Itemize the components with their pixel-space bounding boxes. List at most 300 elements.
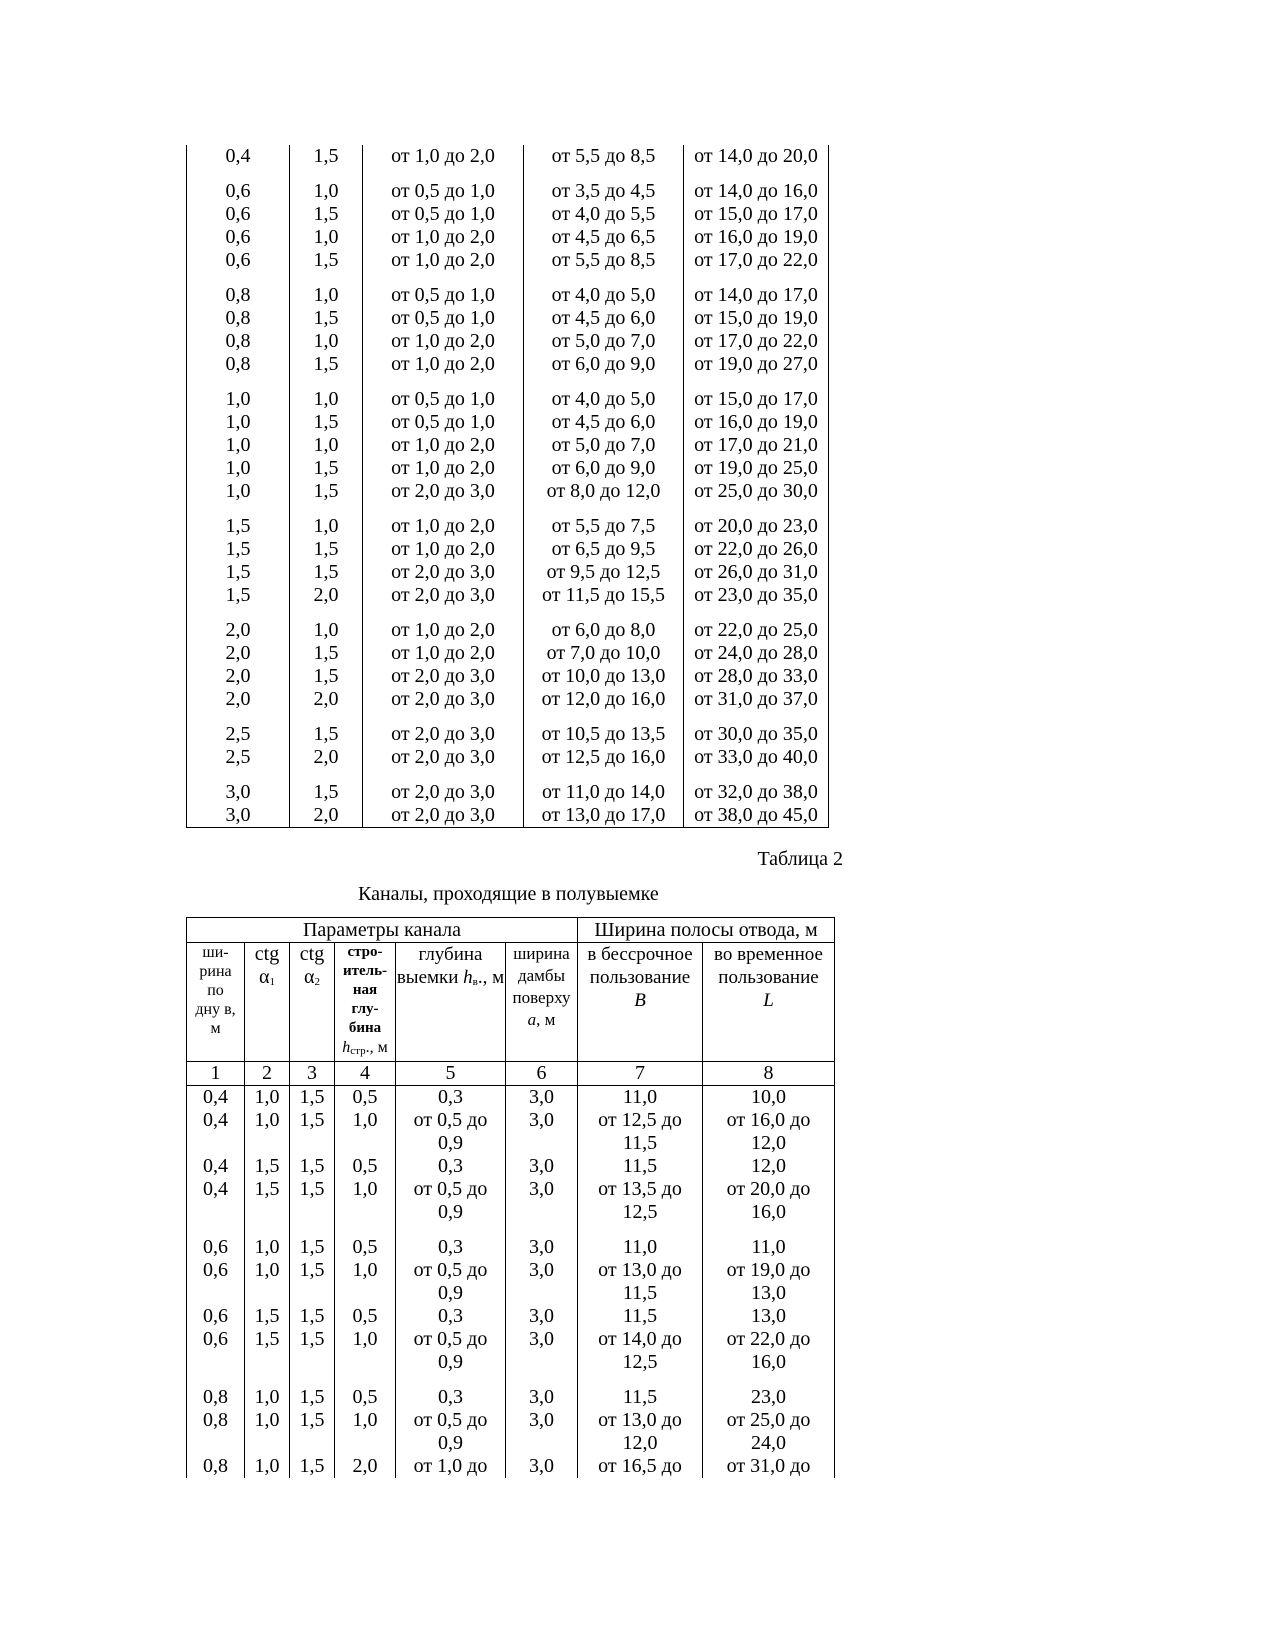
- table-row: [187, 1178, 835, 1224]
- table-cell: 1,0: [290, 180, 363, 203]
- table-cell: 11,5: [578, 1305, 703, 1328]
- table-cell: 13,0: [703, 1305, 835, 1328]
- header-cut-depth: глубина выемки hв., м: [396, 943, 506, 1062]
- table-row: [187, 665, 829, 688]
- spacer-cell: [684, 168, 829, 180]
- table-cell: 0,3: [396, 1386, 506, 1409]
- table-cell: 0,4: [187, 145, 290, 168]
- table-cell: 1,5: [290, 1305, 335, 1328]
- table-cell: 2,0: [290, 804, 363, 828]
- spacer-cell: [363, 272, 524, 284]
- table-cell: от 16,0 до 12,0: [703, 1109, 835, 1155]
- spacer-cell: [506, 1374, 578, 1386]
- column-number: 4: [335, 1062, 396, 1086]
- table-cell: от 6,0 до 9,0: [524, 457, 684, 480]
- table-cell: 1,0: [245, 1455, 290, 1478]
- group-spacer: [187, 503, 829, 515]
- header-construction-depth: стро- итель- ная глу- бина hстр., м: [335, 943, 396, 1062]
- table-row: [187, 642, 829, 665]
- spacer-cell: [290, 1224, 335, 1236]
- table-row: [187, 180, 829, 203]
- table-cell: от 19,0 до 13,0: [703, 1259, 835, 1305]
- table-cell: от 14,0 до 20,0: [684, 145, 829, 168]
- spacer-cell: [290, 607, 363, 619]
- table-cell: от 17,0 до 22,0: [684, 330, 829, 353]
- table-cell: от 1,0 до 2,0: [363, 145, 524, 168]
- spacer-cell: [524, 769, 684, 781]
- table-cell: 1,0: [187, 457, 290, 480]
- spacer-cell: [396, 1374, 506, 1386]
- table-cell: 1,5: [290, 642, 363, 665]
- table-cell: от 2,0 до 3,0: [363, 723, 524, 746]
- table-cell: 1,0: [187, 480, 290, 503]
- table-row: [187, 1409, 835, 1455]
- spacer-cell: [335, 1374, 396, 1386]
- table-cell: 11,0: [578, 1236, 703, 1259]
- spacer-cell: [524, 376, 684, 388]
- header-temporary-use: во временное пользование L: [703, 943, 835, 1062]
- table-cell: от 15,0 до 17,0: [684, 203, 829, 226]
- table-cell: 1,0: [335, 1259, 396, 1305]
- table-cell: от 13,0 до 11,5: [578, 1259, 703, 1305]
- table-cell: 1,5: [290, 1455, 335, 1478]
- table-row: [187, 411, 829, 434]
- table-cell: 1,5: [290, 480, 363, 503]
- table-row: [187, 1455, 835, 1478]
- spacer-cell: [187, 503, 290, 515]
- table-cell: от 33,0 до 40,0: [684, 746, 829, 769]
- spacer-cell: [363, 711, 524, 723]
- table-cell: от 0,5 до 1,0: [363, 307, 524, 330]
- table-cell: от 0,5 до 0,9: [396, 1328, 506, 1374]
- table-cell: от 0,5 до 0,9: [396, 1178, 506, 1224]
- table-cell: от 0,5 до 1,0: [363, 411, 524, 434]
- table-row: [187, 145, 829, 168]
- table-cell: 1,5: [187, 538, 290, 561]
- header-ctg-alpha1: ctg α1: [245, 943, 290, 1062]
- table-cell: 3,0: [187, 781, 290, 804]
- spacer-cell: [506, 1224, 578, 1236]
- table-cell: 10,0: [703, 1086, 835, 1110]
- spacer-cell: [524, 503, 684, 515]
- table-row: [187, 804, 829, 828]
- table-cell: 0,5: [335, 1155, 396, 1178]
- table-cell: 0,6: [187, 226, 290, 249]
- table-row: [187, 619, 829, 642]
- table-row: [187, 515, 829, 538]
- table-cell: 0,5: [335, 1386, 396, 1409]
- spacer-cell: [363, 769, 524, 781]
- table-cell: 1,0: [335, 1409, 396, 1455]
- table-cell: от 5,5 до 7,5: [524, 515, 684, 538]
- table-cell: от 13,0 до 17,0: [524, 804, 684, 828]
- table-cell: 0,4: [187, 1086, 245, 1110]
- table-row: [187, 1155, 835, 1178]
- group-spacer: [187, 607, 829, 619]
- table-cell: от 5,0 до 7,0: [524, 434, 684, 457]
- table-cell: 1,0: [245, 1086, 290, 1110]
- table-cell: 3,0: [506, 1155, 578, 1178]
- table-row: [187, 307, 829, 330]
- table-cell: 2,5: [187, 746, 290, 769]
- spacer-cell: [290, 711, 363, 723]
- table-cell: от 16,0 до 19,0: [684, 226, 829, 249]
- table-cell: 3,0: [506, 1409, 578, 1455]
- table-row: [187, 1236, 835, 1259]
- spacer-cell: [684, 272, 829, 284]
- table-cell: от 25,0 до 30,0: [684, 480, 829, 503]
- table-cell: от 31,0 до 37,0: [684, 688, 829, 711]
- table-cell: 3,0: [506, 1305, 578, 1328]
- spacer-cell: [396, 1224, 506, 1236]
- spacer-cell: [290, 503, 363, 515]
- table-cell: от 19,0 до 27,0: [684, 353, 829, 376]
- spacer-cell: [363, 376, 524, 388]
- group-spacer: [187, 168, 829, 180]
- table-cell: от 22,0 до 26,0: [684, 538, 829, 561]
- table-cell: от 0,5 до 1,0: [363, 388, 524, 411]
- table-cell: от 2,0 до 3,0: [363, 688, 524, 711]
- spacer-cell: [363, 503, 524, 515]
- table-cell: 3,0: [506, 1328, 578, 1374]
- spacer-cell: [335, 1224, 396, 1236]
- table-cell: 0,6: [187, 1259, 245, 1305]
- spacer-cell: [187, 1374, 245, 1386]
- table-cell: от 1,0 до 2,0: [363, 515, 524, 538]
- table-cell: 1,0: [187, 411, 290, 434]
- table-cell: от 4,5 до 6,5: [524, 226, 684, 249]
- table-cell: 0,3: [396, 1086, 506, 1110]
- table-cell: 1,0: [245, 1409, 290, 1455]
- table-cell: 0,6: [187, 249, 290, 272]
- table-cell: от 17,0 до 22,0: [684, 249, 829, 272]
- table-cell: 1,5: [290, 1259, 335, 1305]
- table-cell: 2,0: [335, 1455, 396, 1478]
- spacer-cell: [187, 769, 290, 781]
- table-cell: от 13,0 до 12,0: [578, 1409, 703, 1455]
- table-cell: 1,5: [245, 1305, 290, 1328]
- table-cell: от 26,0 до 31,0: [684, 561, 829, 584]
- table-cell: 0,6: [187, 203, 290, 226]
- column-number: 1: [187, 1062, 245, 1086]
- table-cell: от 8,0 до 12,0: [524, 480, 684, 503]
- table-cell: 2,0: [290, 584, 363, 607]
- table-row: [187, 1109, 835, 1155]
- header-bottom-width: ши- рина по дну в, м: [187, 943, 245, 1062]
- table-cell: от 0,5 до 0,9: [396, 1109, 506, 1155]
- table-cell: 1,5: [290, 665, 363, 688]
- table-cell: 0,5: [335, 1236, 396, 1259]
- table-cell: 11,0: [578, 1086, 703, 1110]
- table-cell: от 1,0 до 2,0: [363, 434, 524, 457]
- table-cell: 2,0: [187, 619, 290, 642]
- table-cell: от 19,0 до 25,0: [684, 457, 829, 480]
- table-row: [187, 1328, 835, 1374]
- table-cell: 1,5: [290, 203, 363, 226]
- table-cell: 0,3: [396, 1305, 506, 1328]
- table-row: [187, 723, 829, 746]
- table-cell: 0,8: [187, 1455, 245, 1478]
- table-cell: от 2,0 до 3,0: [363, 584, 524, 607]
- group-spacer: [187, 1224, 835, 1236]
- column-number: 6: [506, 1062, 578, 1086]
- table-cell: 0,8: [187, 307, 290, 330]
- table-cell: 11,0: [703, 1236, 835, 1259]
- table-cell: от 1,0 до 2,0: [363, 353, 524, 376]
- spacer-cell: [524, 168, 684, 180]
- table-cell: от 0,5 до 1,0: [363, 203, 524, 226]
- spacer-cell: [703, 1224, 835, 1236]
- table-cell: 0,6: [187, 1236, 245, 1259]
- column-number: 7: [578, 1062, 703, 1086]
- table-cell: от 0,5 до 1,0: [363, 284, 524, 307]
- column-number: 5: [396, 1062, 506, 1086]
- table-row: [187, 1259, 835, 1305]
- table-cell: 1,5: [245, 1178, 290, 1224]
- spacer-cell: [578, 1374, 703, 1386]
- table-row: [187, 746, 829, 769]
- spacer-cell: [290, 1374, 335, 1386]
- table-cell: 1,5: [290, 1155, 335, 1178]
- table-cell: от 6,0 до 8,0: [524, 619, 684, 642]
- table-row: [187, 561, 829, 584]
- table-cell: 3,0: [506, 1455, 578, 1478]
- table-cell: 1,5: [290, 1328, 335, 1374]
- table-cell: от 2,0 до 3,0: [363, 804, 524, 828]
- group-header-params: Параметры канала: [187, 918, 578, 943]
- column-number: 8: [703, 1062, 835, 1086]
- table-row: [187, 480, 829, 503]
- spacer-cell: [524, 711, 684, 723]
- table-cell: 0,3: [396, 1236, 506, 1259]
- table-cell: 1,5: [290, 411, 363, 434]
- table-cell: от 20,0 до 23,0: [684, 515, 829, 538]
- spacer-cell: [290, 168, 363, 180]
- table-cell: от 17,0 до 21,0: [684, 434, 829, 457]
- table-cell: от 15,0 до 19,0: [684, 307, 829, 330]
- table-row: [187, 284, 829, 307]
- table-cell: 1,5: [290, 307, 363, 330]
- table-cell: 1,5: [245, 1155, 290, 1178]
- table-cell: 0,8: [187, 284, 290, 307]
- table-cell: от 16,5 до: [578, 1455, 703, 1478]
- table-row: [187, 538, 829, 561]
- table-cell: от 5,5 до 8,5: [524, 249, 684, 272]
- spacer-cell: [684, 607, 829, 619]
- table-cell: от 22,0 до 16,0: [703, 1328, 835, 1374]
- table-cell: 0,4: [187, 1155, 245, 1178]
- table-cell: от 1,0 до 2,0: [363, 249, 524, 272]
- table-cell: от 25,0 до 24,0: [703, 1409, 835, 1455]
- table-cell: от 2,0 до 3,0: [363, 480, 524, 503]
- table-cell: от 0,5 до 0,9: [396, 1259, 506, 1305]
- table-cell: от 30,0 до 35,0: [684, 723, 829, 746]
- table-cell: от 10,5 до 13,5: [524, 723, 684, 746]
- table-cell: от 14,0 до 17,0: [684, 284, 829, 307]
- canal-half-cut-table: [186, 917, 835, 1478]
- table-cell: 0,8: [187, 353, 290, 376]
- table-row: [187, 584, 829, 607]
- table-row: [187, 249, 829, 272]
- table-cell: 0,8: [187, 1409, 245, 1455]
- group-spacer: [187, 376, 829, 388]
- group-header-width: Ширина полосы отвода, м: [578, 918, 835, 943]
- table-cell: от 20,0 до 16,0: [703, 1178, 835, 1224]
- table-cell: от 16,0 до 19,0: [684, 411, 829, 434]
- table-cell: от 1,0 до 2,0: [363, 619, 524, 642]
- table-cell: от 11,0 до 14,0: [524, 781, 684, 804]
- spacer-cell: [245, 1224, 290, 1236]
- continued-table: [186, 145, 829, 828]
- table-cell: 1,5: [290, 538, 363, 561]
- spacer-cell: [187, 168, 290, 180]
- column-numbers-row: [187, 1062, 835, 1086]
- table-cell: 0,6: [187, 1328, 245, 1374]
- table-cell: 3,0: [506, 1386, 578, 1409]
- table-row: [187, 388, 829, 411]
- table-cell: от 31,0 до: [703, 1455, 835, 1478]
- table-cell: 0,8: [187, 1386, 245, 1409]
- table-cell: 1,0: [187, 388, 290, 411]
- table-cell: 1,5: [290, 561, 363, 584]
- spacer-cell: [187, 1224, 245, 1236]
- table-cell: 11,5: [578, 1155, 703, 1178]
- table-cell: 1,5: [290, 1178, 335, 1224]
- table-cell: 1,5: [290, 1109, 335, 1155]
- table-cell: 1,0: [290, 226, 363, 249]
- table-cell: от 4,0 до 5,0: [524, 388, 684, 411]
- table-cell: 3,0: [506, 1236, 578, 1259]
- table-cell: от 14,0 до 16,0: [684, 180, 829, 203]
- spacer-cell: [524, 607, 684, 619]
- spacer-cell: [290, 272, 363, 284]
- table-cell: 1,5: [290, 1086, 335, 1110]
- table-cell: 1,5: [245, 1328, 290, 1374]
- table-cell: от 23,0 до 35,0: [684, 584, 829, 607]
- spacer-cell: [684, 769, 829, 781]
- spacer-cell: [187, 607, 290, 619]
- table-cell: 1,5: [290, 1236, 335, 1259]
- table-cell: 2,0: [187, 642, 290, 665]
- table-cell: 1,0: [290, 388, 363, 411]
- table-cell: от 0,5 до 0,9: [396, 1409, 506, 1455]
- table-cell: от 5,0 до 7,0: [524, 330, 684, 353]
- table-cell: от 6,0 до 9,0: [524, 353, 684, 376]
- table-cell: от 11,5 до 15,5: [524, 584, 684, 607]
- table-cell: от 3,5 до 4,5: [524, 180, 684, 203]
- table-cell: от 1,0 до 2,0: [363, 330, 524, 353]
- table-cell: от 7,0 до 10,0: [524, 642, 684, 665]
- table-cell: от 1,0 до 2,0: [363, 538, 524, 561]
- table-cell: от 2,0 до 3,0: [363, 665, 524, 688]
- column-number: 2: [245, 1062, 290, 1086]
- table-cell: от 6,5 до 9,5: [524, 538, 684, 561]
- table-cell: 1,0: [335, 1178, 396, 1224]
- table-cell: от 1,0 до: [396, 1455, 506, 1478]
- table-cell: от 13,5 до 12,5: [578, 1178, 703, 1224]
- table-cell: 3,0: [187, 804, 290, 828]
- table-cell: от 32,0 до 38,0: [684, 781, 829, 804]
- spacer-cell: [290, 769, 363, 781]
- spacer-cell: [363, 168, 524, 180]
- table-row: [187, 688, 829, 711]
- table-cell: 2,0: [290, 746, 363, 769]
- table-cell: от 4,0 до 5,5: [524, 203, 684, 226]
- table-row: [187, 781, 829, 804]
- spacer-cell: [684, 376, 829, 388]
- table-cell: 1,0: [245, 1109, 290, 1155]
- group-spacer: [187, 272, 829, 284]
- table-cell: 3,0: [506, 1178, 578, 1224]
- table-cell: 1,0: [335, 1328, 396, 1374]
- table-row: [187, 330, 829, 353]
- table-cell: 1,5: [290, 249, 363, 272]
- table-row: [187, 353, 829, 376]
- spacer-cell: [684, 503, 829, 515]
- group-spacer: [187, 711, 829, 723]
- table-cell: 2,0: [187, 665, 290, 688]
- table-cell: 0,8: [187, 330, 290, 353]
- table-cell: 1,0: [290, 330, 363, 353]
- table-cell: 3,0: [506, 1259, 578, 1305]
- table-cell: 2,5: [187, 723, 290, 746]
- table-cell: 1,5: [187, 561, 290, 584]
- table-cell: 1,5: [290, 723, 363, 746]
- table-cell: от 4,0 до 5,0: [524, 284, 684, 307]
- table-cell: от 0,5 до 1,0: [363, 180, 524, 203]
- table-cell: 1,0: [290, 515, 363, 538]
- table-cell: от 12,5 до 16,0: [524, 746, 684, 769]
- spacer-cell: [187, 272, 290, 284]
- table-cell: от 4,5 до 6,0: [524, 307, 684, 330]
- spacer-cell: [245, 1374, 290, 1386]
- group-spacer: [187, 1374, 835, 1386]
- table-cell: 0,6: [187, 1305, 245, 1328]
- table-cell: 2,0: [187, 688, 290, 711]
- table-row: [187, 457, 829, 480]
- table-cell: 1,5: [290, 457, 363, 480]
- spacer-cell: [187, 376, 290, 388]
- table-row: [187, 1305, 835, 1328]
- table-cell: от 14,0 до 12,5: [578, 1328, 703, 1374]
- table-cell: 3,0: [506, 1109, 578, 1155]
- spacer-cell: [290, 376, 363, 388]
- spacer-cell: [578, 1224, 703, 1236]
- spacer-cell: [524, 272, 684, 284]
- table-caption: Каналы, проходящие в полувыемке: [358, 883, 659, 905]
- table-cell: от 2,0 до 3,0: [363, 561, 524, 584]
- table-row: [187, 203, 829, 226]
- table-cell: 0,5: [335, 1086, 396, 1110]
- table-cell: 1,0: [245, 1386, 290, 1409]
- table-cell: от 22,0 до 25,0: [684, 619, 829, 642]
- table-cell: 11,5: [578, 1386, 703, 1409]
- spacer-cell: [703, 1374, 835, 1386]
- table-cell: 0,3: [396, 1155, 506, 1178]
- header-dam-width: ширина дамбы поверху а, м: [506, 943, 578, 1062]
- table-cell: от 4,5 до 6,0: [524, 411, 684, 434]
- spacer-cell: [363, 607, 524, 619]
- table-number: Таблица 2: [757, 848, 843, 870]
- table-cell: 1,5: [290, 1386, 335, 1409]
- table-cell: от 1,0 до 2,0: [363, 457, 524, 480]
- table-cell: от 10,0 до 13,0: [524, 665, 684, 688]
- table-row: [187, 1386, 835, 1409]
- table-cell: от 15,0 до 17,0: [684, 388, 829, 411]
- table-cell: 0,5: [335, 1305, 396, 1328]
- table-cell: 23,0: [703, 1386, 835, 1409]
- table-cell: от 28,0 до 33,0: [684, 665, 829, 688]
